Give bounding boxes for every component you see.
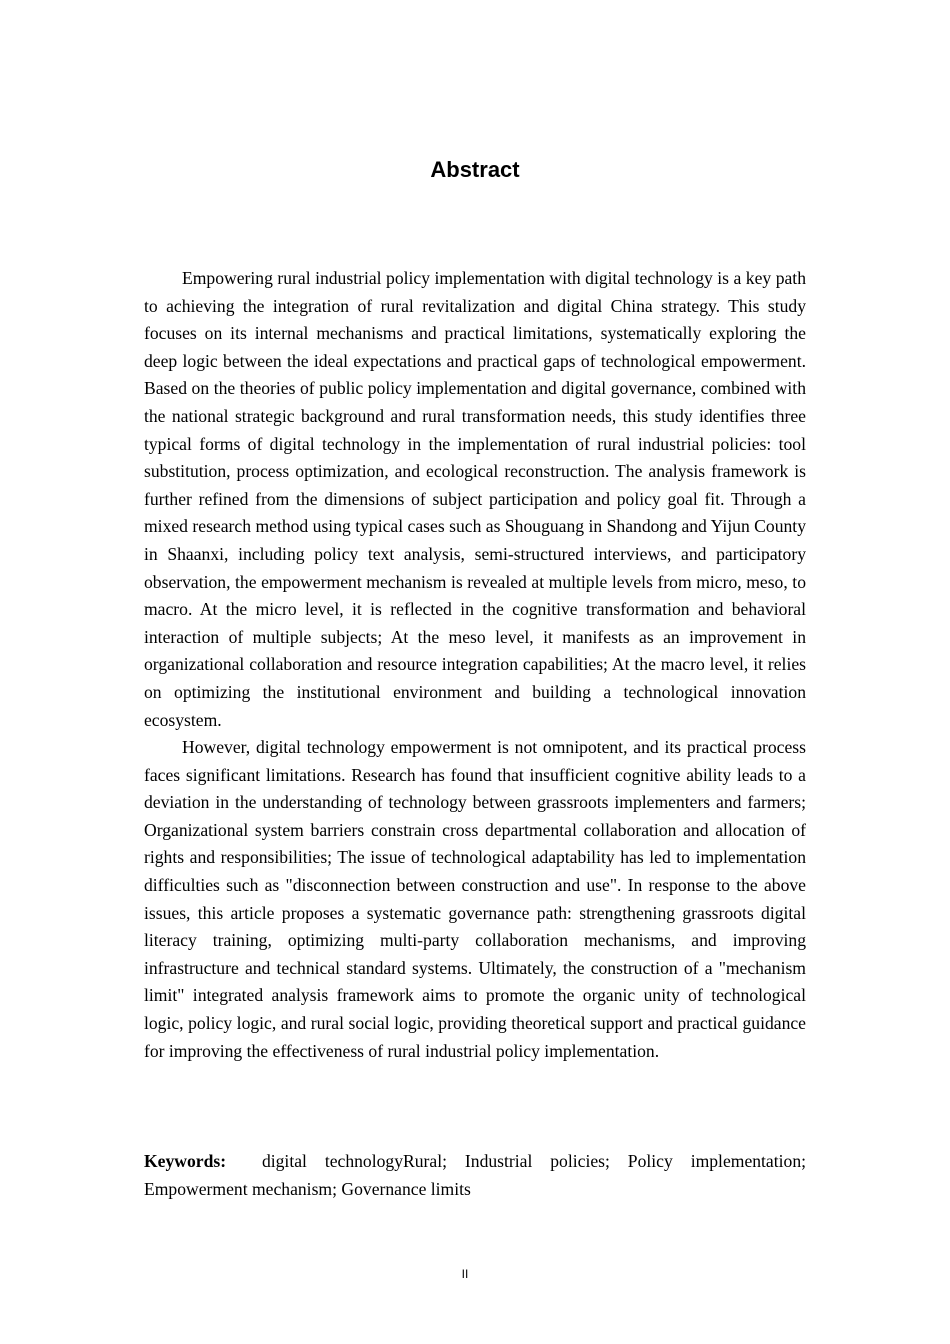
keywords-line — [144, 1148, 806, 1203]
keywords-label: Keywords: — [144, 1151, 227, 1171]
abstract-body — [144, 265, 806, 1065]
abstract-title: Abstract — [430, 157, 520, 182]
keywords-text: digital technologyRural; Industrial policies; Policy implementation; Empowerment mechanism; Governance limits — [144, 1151, 807, 1199]
abstract-paragraph-1: Empowering rural industrial policy implementation with digital technology is a key path to achieving the integration of rural revitalization and digital China strategy. This study focuses on its internal mechanisms and practical limitations, systematically exploring the deep logic between the ideal expectations and practical gaps of technological empowerment. Based on the theories of public policy implementation and digital governance, combined with the national strategic background and rural transformation needs, this study identifies three typical forms of digital technology in the implementation of rural industrial policies: tool substitution, process optimization, and ecological reconstruction. The analysis framework is further refined from the dimensions of subject participation and policy goal fit. Through a mixed research method using typical cases such as Shouguang in Shandong and Yijun County in Shaanxi, including policy text analysis, semi-structured interviews, and participatory observation, the empowerment mechanism is revealed at multiple levels from micro, meso, to macro. At the micro level, it is reflected in the cognitive transformation and behavioral interaction of multiple subjects; At the meso level, it manifests as an improvement in organizational collaboration and resource integration capabilities; At the macro level, it relies on optimizing the institutional environment and building a technological innovation ecosystem. — [144, 268, 806, 730]
abstract-paragraph-2: However, digital technology empowerment is not omnipotent, and its practical process faces significant limitations. Research has found that insufficient cognitive ability leads to a deviation in the understanding of technology between grassroots implementers and farmers; Organizational system barriers constrain cross departmental collaboration and allocation of rights and responsibilities; The issue of technological adaptability has led to implementation difficulties such as "disconnection between construction and use". In response to the above issues, this article proposes a systematic governance path: strengthening grassroots digital literacy training, optimizing multi-party collaboration mechanisms, and improving infrastructure and technical standard systems. Ultimately, the construction of a "mechanism limit" integrated analysis framework aims to promote the organic unity of technological logic, policy logic, and rural social logic, providing theoretical support and practical guidance for improving the effectiveness of rural industrial policy implementation. — [144, 737, 806, 1061]
page-number: II — [461, 1267, 469, 1281]
